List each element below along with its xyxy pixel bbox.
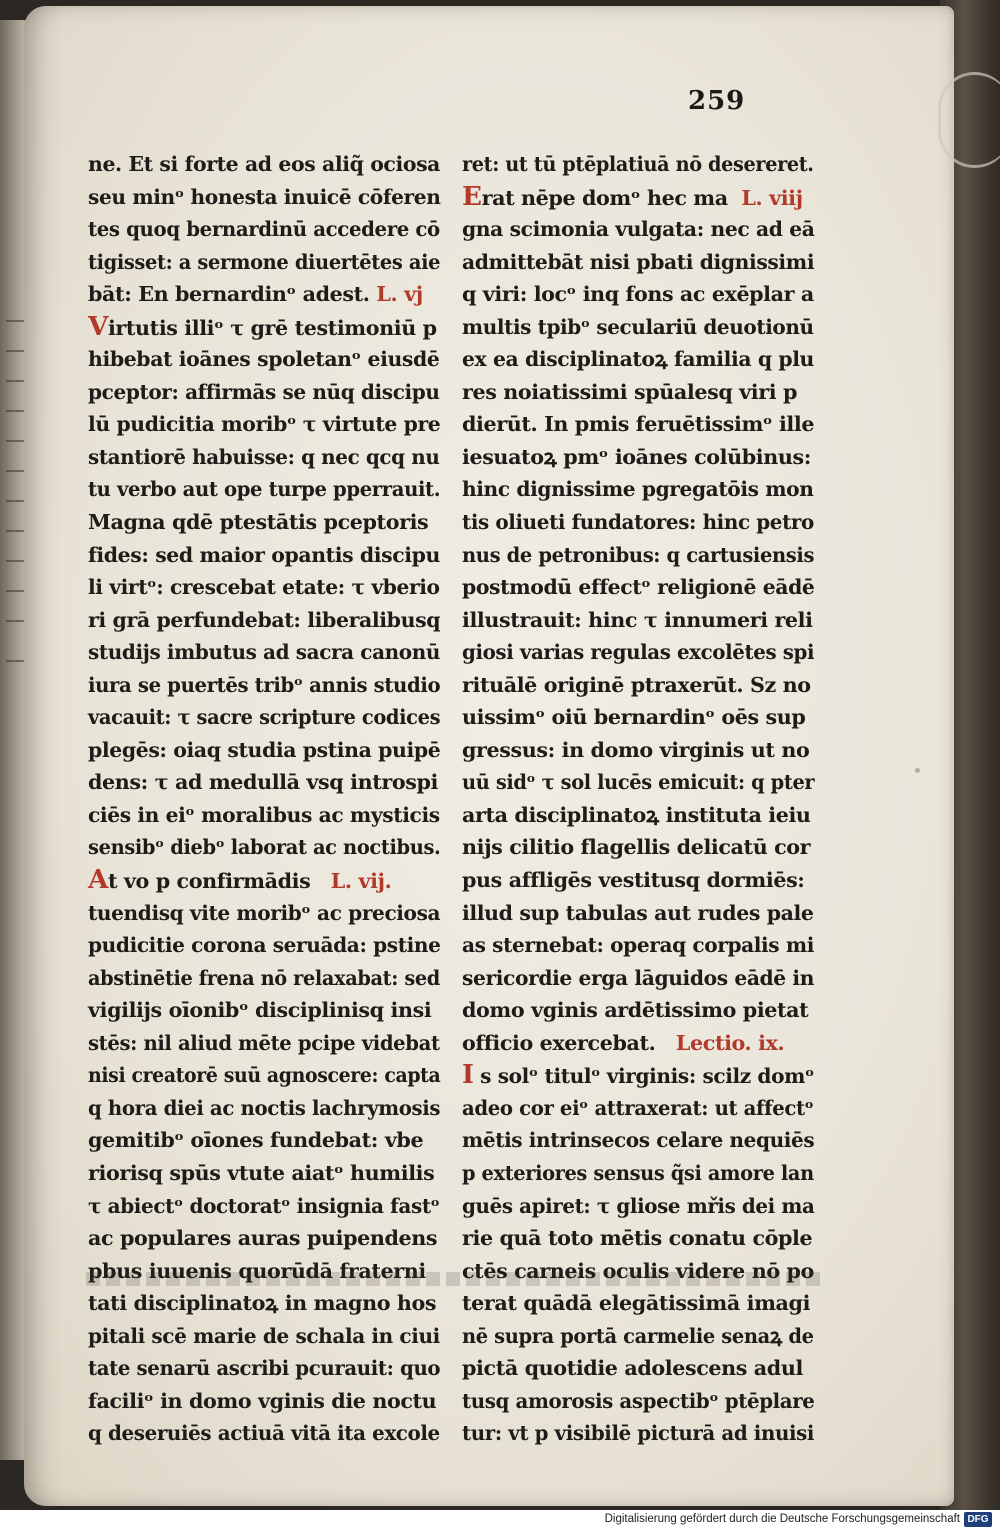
- text-line: abstinētie frena nō relaxabat: sed: [88, 965, 440, 990]
- text-line: nus de petronibus: q cartusiensis: [462, 542, 815, 567]
- text-line: rie quā toto mētis conatu cōple: [462, 1226, 813, 1251]
- text-line: stēs: nil aliud mēte pcipe videbat: [88, 1030, 440, 1055]
- text-line: ri grā perfundebat: liberalibusq: [88, 607, 441, 632]
- text-line: riorisq spūs vtute aiatᵒ humilis: [88, 1160, 435, 1185]
- text-line: p exteriores sensus q̃si amore lan: [462, 1160, 814, 1185]
- text-line: terat quādā elegātissimā imagi: [462, 1291, 811, 1316]
- text-line: multis tpibᵒ seculariū deuotionū: [462, 314, 814, 339]
- text-line: seu minᵒ honesta inuicē cōferen: [88, 184, 441, 209]
- text-line: iura se puertēs tribᵒ annis studio: [88, 672, 441, 697]
- initial-letter-a: A: [88, 865, 108, 896]
- text-line: illustrauit: hinc τ innumeri reli: [462, 607, 813, 632]
- show-through-text: [86, 1272, 826, 1286]
- text-line: Magna qdē ptestātis pceptoris: [88, 510, 429, 535]
- text-line: dens: τ ad medullā vsq introspi: [88, 770, 438, 795]
- text-line: ac populares auras puipendens: [88, 1226, 438, 1251]
- text-line: hibebat ioānes spoletanᵒ eiusdē: [88, 347, 440, 372]
- text-line: [88, 278, 423, 311]
- text-line: faciliᵒ in domo vginis die noctu: [88, 1388, 437, 1413]
- text-segment: t vo p confirmādis: [107, 869, 311, 894]
- text-line: dierūt. In pmis feruētissimᵒ ille: [462, 412, 815, 437]
- text-line: nijs cilitio flagellis delicatū cor: [462, 835, 811, 860]
- text-line: fides: sed maior opantis discipu: [88, 542, 441, 567]
- text-line: tu verbo aut ope turpe pperrauit.: [88, 477, 441, 502]
- text-segment: bāt: En bernardinᵒ adest.: [88, 282, 370, 307]
- dfg-logo-icon: DFG: [964, 1512, 992, 1527]
- text-line: pictā quotidie adolescens adul: [462, 1356, 803, 1381]
- text-line: [88, 311, 436, 344]
- paper-speck: [915, 768, 920, 773]
- text-line: tati disciplinatoꝝ in magno hos: [88, 1291, 437, 1316]
- text-line: gressus: in domo virginis ut no: [462, 737, 810, 762]
- text-line: illud sup tabulas aut rudes pale: [462, 900, 814, 925]
- text-line: hinc dignissime pgregatōis mon: [462, 477, 814, 502]
- text-line: arta disciplinatoꝝ instituta ieiu: [462, 802, 811, 827]
- text-line: [462, 181, 802, 214]
- text-line: nē supra portā carmelie senaꝝ de: [462, 1323, 814, 1348]
- text-line: ctēs carneis oculis videre nō po: [462, 1258, 814, 1283]
- text-line: tes quoq bernardinū accedere cō: [88, 217, 440, 242]
- text-line: uissimᵒ oiū bernardinᵒ oēs sup: [462, 705, 806, 730]
- text-line: q hora diei ac noctis lachrymosis: [88, 1095, 441, 1120]
- text-line: mētis intrinsecos celare nequiēs: [462, 1128, 815, 1153]
- text-line: uū sidᵒ τ sol lucēs emicuit: q pter: [462, 770, 815, 795]
- text-line: ciēs in eiᵒ moralibus ac mysticis: [88, 802, 440, 827]
- text-segment: irtutis illiᵒ τ grē testimoniū p: [107, 315, 437, 340]
- text-line: guēs apiret: τ gliose mřis dei ma: [462, 1193, 815, 1218]
- rubric-lectio-ix: Lectio. ix.: [675, 1030, 785, 1055]
- rubric-lectio-viii: L. viij: [741, 185, 803, 210]
- initial-letter-i: I: [462, 1060, 474, 1091]
- rubric-lectio-vii: L. vij.: [330, 869, 392, 894]
- text-line: pceptor: affirmās se nūq discipu: [88, 379, 440, 404]
- text-line: lū pudicitia moribᵒ τ virtute pre: [88, 412, 441, 437]
- text-line: tuendisq vite moribᵒ ac preciosa: [88, 900, 441, 925]
- text-segment: officio exercebat.: [462, 1030, 656, 1055]
- text-line: [88, 864, 392, 897]
- text-line: vacauit: τ sacre scripture codices: [88, 705, 441, 730]
- text-line: τ abiectᵒ doctoratᵒ insignia fastᵒ: [88, 1193, 440, 1218]
- text-line: li virtᵒ: crescebat etate: τ vberio: [88, 575, 440, 600]
- text-line: tis oliueti fundatores: hinc petro: [462, 510, 814, 535]
- text-line: rituālē originē ptraxerūt. Sz no: [462, 672, 811, 697]
- text-line: sensibᵒ diebᵒ laborat ac noctibus.: [88, 835, 441, 860]
- text-line: ne. Et si forte ad eos aliq̃ ociosa: [88, 152, 441, 176]
- text-line: sericordie erga lāguidos eādē in: [462, 965, 815, 990]
- text-line: vigilijs oīonibᵒ disciplinisq insi: [88, 998, 432, 1023]
- rubric-lectio-vi: L. vj: [376, 282, 423, 307]
- page-clip-mark: [938, 72, 1000, 168]
- text-line: pitali scē marie de schala in ciui: [88, 1323, 440, 1348]
- text-line: gemitibᵒ oīones fundebat: vbe: [88, 1128, 424, 1153]
- text-line: q viri: locᵒ inq fons ac exēplar a: [462, 282, 814, 307]
- digitization-credit: Digitalisierung gefördert durch die Deutsche Forschungsgemeinschaft: [604, 1513, 960, 1525]
- text-line: [462, 1027, 785, 1060]
- initial-letter-e: E: [462, 181, 482, 212]
- text-line: tigisset: a sermone diuertētes aie: [88, 249, 441, 274]
- text-line: plegēs: oiaq studia pstina puipē: [88, 737, 441, 762]
- initial-letter-v: V: [88, 311, 108, 342]
- text-line: adeo cor eiᵒ attraxerat: ut affectᵒ: [462, 1095, 814, 1120]
- text-line: giosi varias regulas excolētes spi: [462, 640, 815, 665]
- text-line: gna scimonia vulgata: nec ad eā: [462, 217, 815, 242]
- text-line: domo vginis ardētissimo pietat: [462, 998, 809, 1023]
- text-line: postmodū effectᵒ religionē eādē: [462, 575, 815, 600]
- text-segment: s solᵒ titulᵒ virginis: scilz domᵒ: [480, 1064, 815, 1089]
- text-line: [462, 1059, 814, 1092]
- left-text-column: [88, 148, 440, 1450]
- text-line: tur: vt p visibilē picturā ad inuisi: [462, 1421, 815, 1446]
- right-text-column: [462, 148, 814, 1450]
- folio-number: 259: [688, 86, 746, 116]
- text-line: pus affligēs vestitusq dormiēs:: [462, 868, 805, 893]
- text-line: admittebāt nisi pbati dignissimi: [462, 249, 815, 274]
- text-line: q deseruiēs actiuā vitā ita excole: [88, 1421, 440, 1446]
- text-line: iesuatoꝝ pmᵒ ioānes colūbinus:: [462, 444, 811, 469]
- text-line: tate senarū ascribi pcurauit: quo: [88, 1356, 441, 1381]
- text-line: ret: ut tū ptēplatiuā nō desereret.: [462, 152, 814, 176]
- text-line: res noiatissimi spūalesq viri p: [462, 379, 798, 404]
- text-line: ex ea disciplinatoꝝ familia q plu: [462, 347, 814, 372]
- text-line: stantiorē habuisse: q nec qcq nu: [88, 444, 440, 469]
- text-line: pudicitie corona seruāda: pstine: [88, 933, 441, 958]
- text-segment: rat nēpe domᵒ hec ma: [481, 185, 728, 210]
- text-line: tusq amorosis aspectibᵒ ptēplare: [462, 1388, 815, 1413]
- text-line: nisi creatorē suū agnoscere: capta: [88, 1063, 441, 1088]
- text-line: as sternebat: operaq corpalis mi: [462, 933, 814, 958]
- text-line: pbus iuuenis quorūdā fraterni: [88, 1258, 426, 1283]
- text-line: studijs imbutus ad sacra canonū: [88, 640, 441, 665]
